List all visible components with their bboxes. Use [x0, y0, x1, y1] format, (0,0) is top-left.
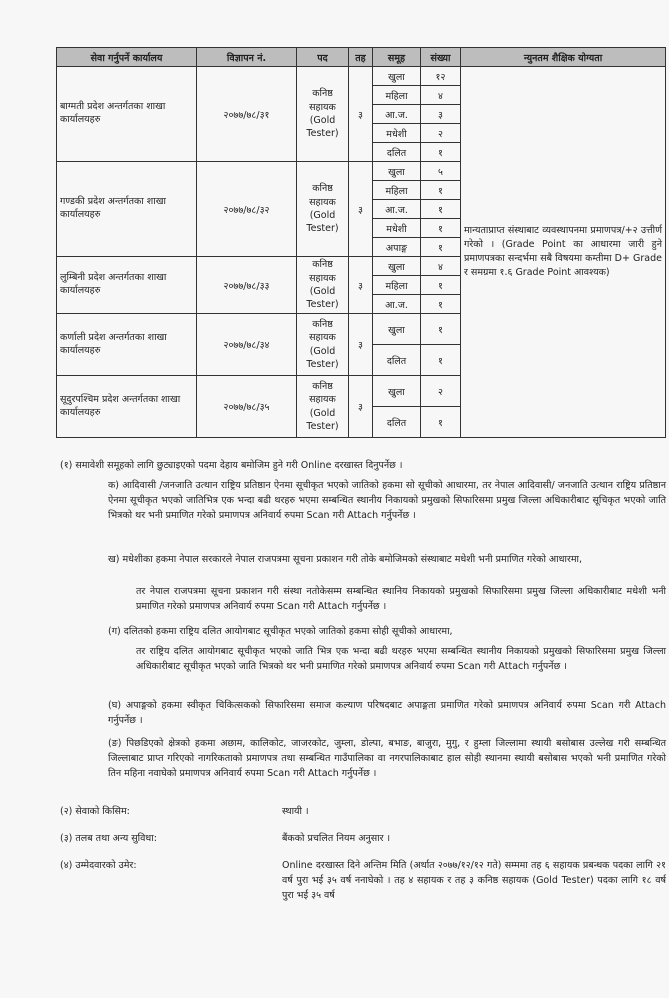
- post-cell: कनिष्ठ सहायक (Gold Tester): [297, 67, 349, 162]
- count-cell: १: [421, 200, 461, 219]
- note-1: (१) समावेशी समूहको लागि छुट्याइएको पदमा देहाय बमोजिम हुने गरी Online दरखास्त दिनुपर्नेछ ।: [60, 460, 403, 471]
- note-nga: (ङ) पिछडिएको क्षेत्रको हकमा अछाम, कालिकोट, जाजरकोट, जुम्ला, डोल्पा, बभाङ, बाजुरा, मुगु, र हुम्ला जिल्लामा स्थायी बसोबास उल्लेख गरी सम्बन्धित जिल्लाबाट प्राप्त गरिएको नागरिकताको प्रमाणपत्र तथा सम्बन्धित गाउँपालिका वा नगरपालिकाबाट हाल सोही स्थानमा स्थायी बसोबास भएको भनी प्रमाणित गरेको तिन महिना नवाघेको प्रमाणपत्र अनिवार्य रुपमा Scan गरी Attach गर्नुपर्नेछ ।: [108, 738, 666, 779]
- post-cell: कनिष्ठ सहायक (Gold Tester): [297, 376, 349, 438]
- note-kha-1: ख) मधेशीका हकमा नेपाल सरकारले नेपाल राजपत्रमा सूचना प्रकाशन गरी तोके बमोजिमको संस्थाबाट मधेशी भनी प्रमाणित गरेको आधारमा,: [108, 554, 582, 565]
- office-cell: बाग्मती प्रदेश अन्तर्गतका शाखा कार्यालयहरु: [57, 67, 197, 162]
- count-cell: १: [421, 181, 461, 200]
- vacancy-table-header: [57, 48, 666, 67]
- count-cell: १: [421, 407, 461, 438]
- header-qualification: न्युनतम शैक्षिक योग्यता: [461, 48, 666, 67]
- post-cell: कनिष्ठ सहायक (Gold Tester): [297, 257, 349, 314]
- count-cell: १: [421, 295, 461, 314]
- group-cell: दलित: [373, 345, 421, 376]
- note-ka: क) आदिवासी /जनजाति उत्थान राष्ट्रिय प्रतिष्ठान ऐनमा सूचीकृत भएको जातिको हकमा सो सूचीको आधारमा, तर नेपाल आदिवासी/ जनजाति उत्थान राष्ट्रिय प्रतिष्ठान ऐनमा सूचीकृत भएको जातिभित्र एक भन्दा बढी थरहरु भएमा सम्बन्धित स्थानीय निकायको प्रमुखको सिफारिसमा प्रमुख जिल्ला अधिकारीबाट सूचिकृत भएको जाति भित्रको थर भनी प्रमाणित गरेको प्रमाणपत्र अनिवार्य रुपमा Scan गरी Attach गर्नुपर्नेछ ।: [108, 480, 666, 521]
- level-cell: ३: [349, 314, 373, 376]
- count-cell: ४: [421, 257, 461, 276]
- adv-no-cell: २०७७/७८/३२: [197, 162, 297, 257]
- qualification-cell: मान्यताप्राप्त संस्थाबाट व्यवस्थापनमा प्रमाणपत्र/+२ उत्तीर्ण गरेको । (Grade Point का आधारमा जारी हुने प्रमाणपत्रका सन्दर्भमा सबै विषयमा कम्तीमा D+ Grade र समग्रमा १.६ Grade Point आवश्यक): [461, 67, 666, 438]
- note-kha-2: तर नेपाल राजपत्रमा सूचना प्रकाशन गरी संस्था नतोकेसम्म सम्बन्धित स्थानिय निकायको प्रमुखको सिफारिसमा प्रमुख जिल्ला अधिकारीबाट मधेशी भनी प्रमाणित गरेको प्रमाणपत्र अनिवार्य रुपमा Scan गरी Attach गर्नुपर्नेछ ।: [136, 586, 666, 612]
- level-cell: ३: [349, 257, 373, 314]
- count-cell: ४: [421, 86, 461, 105]
- count-cell: २: [421, 124, 461, 143]
- group-cell: मधेशी: [373, 124, 421, 143]
- count-cell: १: [421, 238, 461, 257]
- note-3-label: (३) तलब तथा अन्य सुविधा:: [60, 833, 157, 844]
- note-ga-1: (ग) दलितको हकमा राष्ट्रिय दलित आयोगबाट सूचीकृत भएको जातिको हकमा सोही सूचीको आधारमा,: [108, 626, 453, 637]
- count-cell: १: [421, 314, 461, 345]
- note-4-label: (४) उम्मेदवारको उमेर:: [60, 860, 137, 871]
- count-cell: १२: [421, 67, 461, 86]
- group-cell: खुला: [373, 67, 421, 86]
- group-cell: आ.ज.: [373, 105, 421, 124]
- vacancy-table: [56, 47, 666, 438]
- header-level: तह: [349, 48, 373, 67]
- office-cell: सूदुरपश्चिम प्रदेश अन्तर्गतका शाखा कार्यालयहरु: [57, 376, 197, 438]
- header-post: पद: [297, 48, 349, 67]
- adv-no-cell: २०७७/७८/३४: [197, 314, 297, 376]
- header-office: सेवा गर्नुपर्ने कार्यालय: [57, 48, 197, 67]
- note-4-value: Online दरखास्त दिने अन्तिम मिति (अर्थात २०७७/१२/१२ गते) सम्ममा तह ६ सहायक प्रबन्धक पदका लागि २१ वर्ष पुरा भई ३५ वर्ष ननाघेको । तह ४ सहायक र तह ३ कनिष्ठ सहायक (Gold Tester) पदका लागि १८ वर्ष पुरा भई ३५ वर्ष: [282, 860, 666, 901]
- group-cell: दलित: [373, 143, 421, 162]
- count-cell: १: [421, 276, 461, 295]
- count-cell: १: [421, 219, 461, 238]
- count-cell: १: [421, 345, 461, 376]
- group-cell: अपाङ्ग: [373, 238, 421, 257]
- post-cell: कनिष्ठ सहायक (Gold Tester): [297, 314, 349, 376]
- header-count: संख्या: [421, 48, 461, 67]
- group-cell: आ.ज.: [373, 200, 421, 219]
- level-cell: ३: [349, 67, 373, 162]
- group-cell: दलित: [373, 407, 421, 438]
- note-gha: (घ) अपाङ्गको हकमा स्वीकृत चिकित्सकको सिफारिसमा समाज कल्याण परिषदबाट अपाङ्गता प्रमाणित गरेको प्रमाणपत्र अनिवार्य रुपमा Scan गरी Attach गर्नुपर्नेछ ।: [108, 700, 666, 726]
- note-3-value: बैंकको प्रचलित नियम अनुसार ।: [282, 833, 391, 844]
- group-cell: महिला: [373, 86, 421, 105]
- group-cell: खुला: [373, 162, 421, 181]
- note-2-value: स्थायी ।: [282, 806, 309, 817]
- note-2-label: (२) सेवाको किसिम:: [60, 806, 130, 817]
- adv-no-cell: २०७७/७८/३५: [197, 376, 297, 438]
- vacancy-table-body: [57, 67, 666, 438]
- level-cell: ३: [349, 376, 373, 438]
- post-cell: कनिष्ठ सहायक (Gold Tester): [297, 162, 349, 257]
- note-ga-2: तर राष्ट्रिय दलित आयोगबाट सूचीकृत भएको जाति भित्र एक भन्दा बढी थरहरु भएमा सम्बन्धित स्थानीय निकायको प्रमुखको सिफारिसमा प्रमुख जिल्ला अधिकारीबाट सूचीकृत भएको जाति भित्रको थर भनी प्रमाणित गरेको प्रमाणपत्र अनिवार्य रुपमा Scan गरी Attach गर्नुपर्नेछ ।: [136, 646, 666, 672]
- header-group: समूह: [373, 48, 421, 67]
- group-cell: खुला: [373, 376, 421, 407]
- office-cell: कर्णाली प्रदेश अन्तर्गतका शाखा कार्यालयहरु: [57, 314, 197, 376]
- adv-no-cell: २०७७/७८/३१: [197, 67, 297, 162]
- group-cell: आ.ज.: [373, 295, 421, 314]
- group-cell: मधेशी: [373, 219, 421, 238]
- group-cell: महिला: [373, 276, 421, 295]
- level-cell: ३: [349, 162, 373, 257]
- adv-no-cell: २०७७/७८/३३: [197, 257, 297, 314]
- group-cell: महिला: [373, 181, 421, 200]
- office-cell: लुम्बिनी प्रदेश अन्तर्गतका शाखा कार्यालयहरु: [57, 257, 197, 314]
- count-cell: १: [421, 143, 461, 162]
- count-cell: २: [421, 376, 461, 407]
- count-cell: ३: [421, 105, 461, 124]
- header-adv-no: विज्ञापन नं.: [197, 48, 297, 67]
- group-cell: खुला: [373, 257, 421, 276]
- group-cell: खुला: [373, 314, 421, 345]
- table-row: [57, 67, 666, 86]
- count-cell: ५: [421, 162, 461, 181]
- office-cell: गण्डकी प्रदेश अन्तर्गतका शाखा कार्यालयहरु: [57, 162, 197, 257]
